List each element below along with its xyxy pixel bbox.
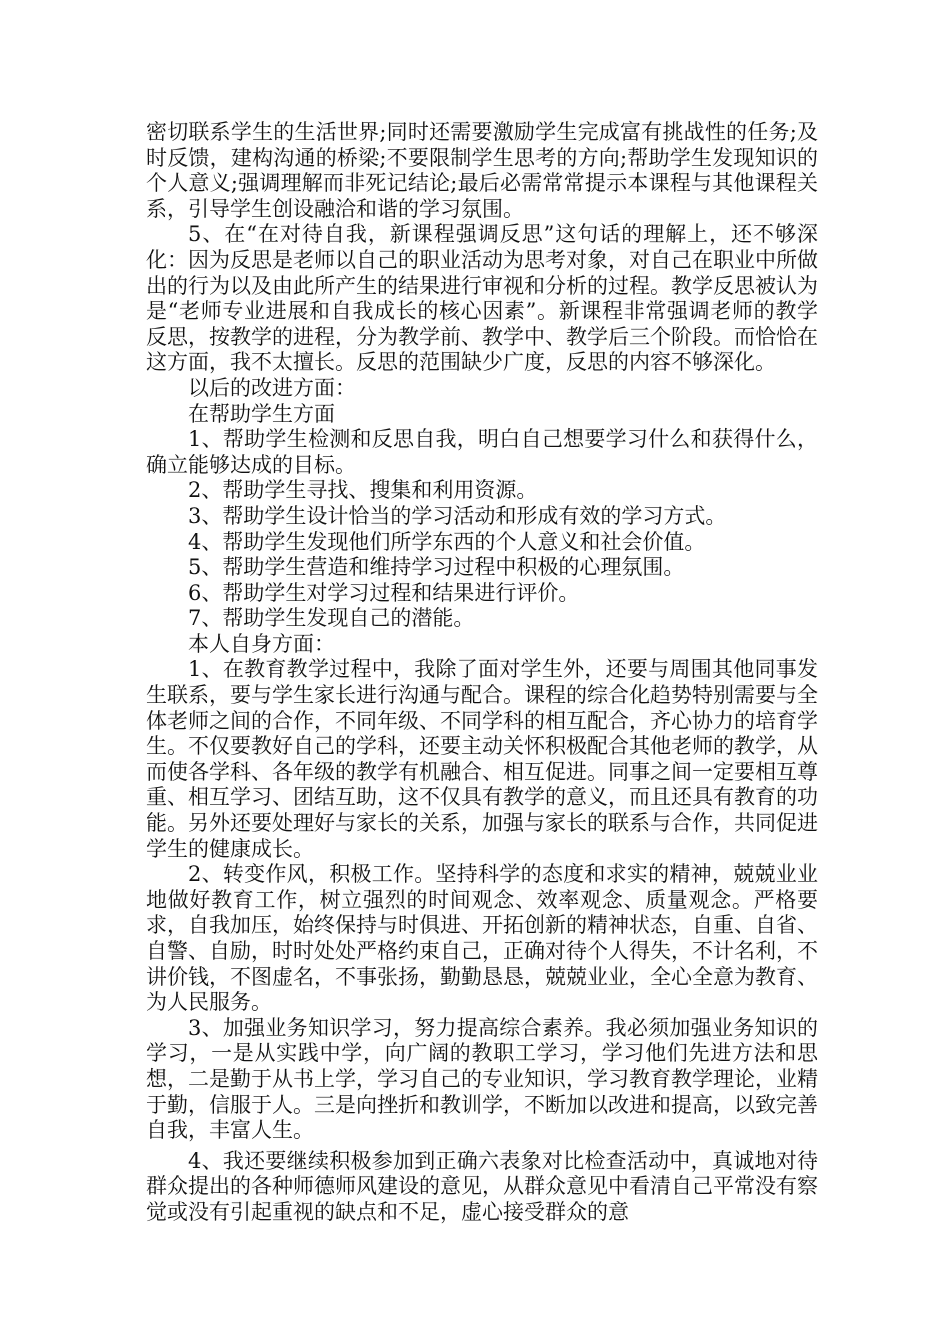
list-item-help-2: 2、帮助学生寻找、搜集和利用资源。	[188, 478, 538, 503]
heading-self-aspects: 本人自身方面：	[188, 631, 335, 656]
heading-improvements: 以后的改进方面：	[188, 375, 356, 400]
paragraph-self-3: 3、加强业务知识学习，努力提高综合素养。我必须加强业务知识的学习，一是从实践中学，向广阔的教职工学习，学习他们先进方法和思想，二是勤于从书上学，学习自己的专业知识，学习教育教学理论，业精于勤，信服于人。三是向挫折和教训学，不断加以改进和提高，以致完善自我，丰富人生。	[146, 1015, 818, 1143]
list-item-help-5: 5、帮助学生营造和维持学习过程中积极的心理氛围。	[188, 555, 685, 580]
document-body	[146, 120, 818, 1226]
list-item-help-1: 1、帮助学生检测和反思自我，明白自己想要学习什么和获得什么，确立能够达成的目标。	[146, 427, 818, 477]
list-item-help-4: 4、帮助学生发现他们所学东西的个人意义和社会价值。	[188, 529, 706, 554]
list-item-help-6: 6、帮助学生对学习过程和结果进行评价。	[188, 580, 580, 605]
list-item-help-7: 7、帮助学生发现自己的潜能。	[188, 606, 475, 631]
paragraph-self-1: 1、在教育教学过程中，我除了面对学生外，还要与周围其他同事发生联系，要与学生家长进行沟通与配合。课程的综合化趋势特别需要与全体老师之间的合作，不同年级、不同学科的相互配合，齐心协力的培育学生。不仅要教好自己的学科，还要主动关怀积极配合其他老师的教学，从而使各学科、各年级的教学有机融合、相互促进。同事之间一定要相互尊重、相互学习、团结互助，这不仅具有教学的意义，而且还具有教育的功能。另外还要处理好与家长的关系，加强与家长的联系与合作，共同促进学生的健康成长。	[146, 657, 818, 861]
paragraph-continuation: 密切联系学生的生活世界;同时还需要激励学生完成富有挑战性的任务;及时反馈，建构沟通的桥梁;不要限制学生思考的方向;帮助学生发现知识的个人意义;强调理解而非死记结论;最后必需常常提示本课程与其他课程关系，引导学生创设融洽和谐的学习氛围。	[146, 120, 818, 221]
paragraph-self-2: 2、转变作风，积极工作。坚持科学的态度和求实的精神，兢兢业业地做好教育工作，树立强烈的时间观念、效率观念、质量观念。严格要求，自我加压，始终保持与时俱进、开拓创新的精神状态，自重、自省、自警、自励，时时处处严格约束自己，正确对待个人得失，不计名利，不讲价钱，不图虚名，不事张扬，勤勤恳恳，兢兢业业，全心全意为教育、为人民服务。	[146, 862, 818, 1015]
paragraph-self-4: 4、我还要继续积极参加到正确六表象对比检查活动中，真诚地对待群众提出的各种师德师风建设的意见，从群众意见中看清自己平常没有察觉或没有引起重视的缺点和不足，虚心接受群众的意	[146, 1148, 818, 1224]
list-item-help-3: 3、帮助学生设计恰当的学习活动和形成有效的学习方式。	[188, 503, 727, 528]
heading-helping-students: 在帮助学生方面	[188, 401, 335, 426]
paragraph-reflection: 5、在“在对待自我，新课程强调反思”这句话的理解上，还不够深化：因为反思是老师以自己的职业活动为思考对象，对自己在职业中所做出的行为以及由此所产生的结果进行审视和分析的过程。教学反思被认为是“老师专业进展和自我成长的核心因素”。新课程非常强调老师的教学反思，按教学的进程，分为教学前、教学中、教学后三个阶段。而恰恰在这方面，我不太擅长。反思的范围缺少广度，反思的内容不够深化。	[146, 222, 818, 375]
